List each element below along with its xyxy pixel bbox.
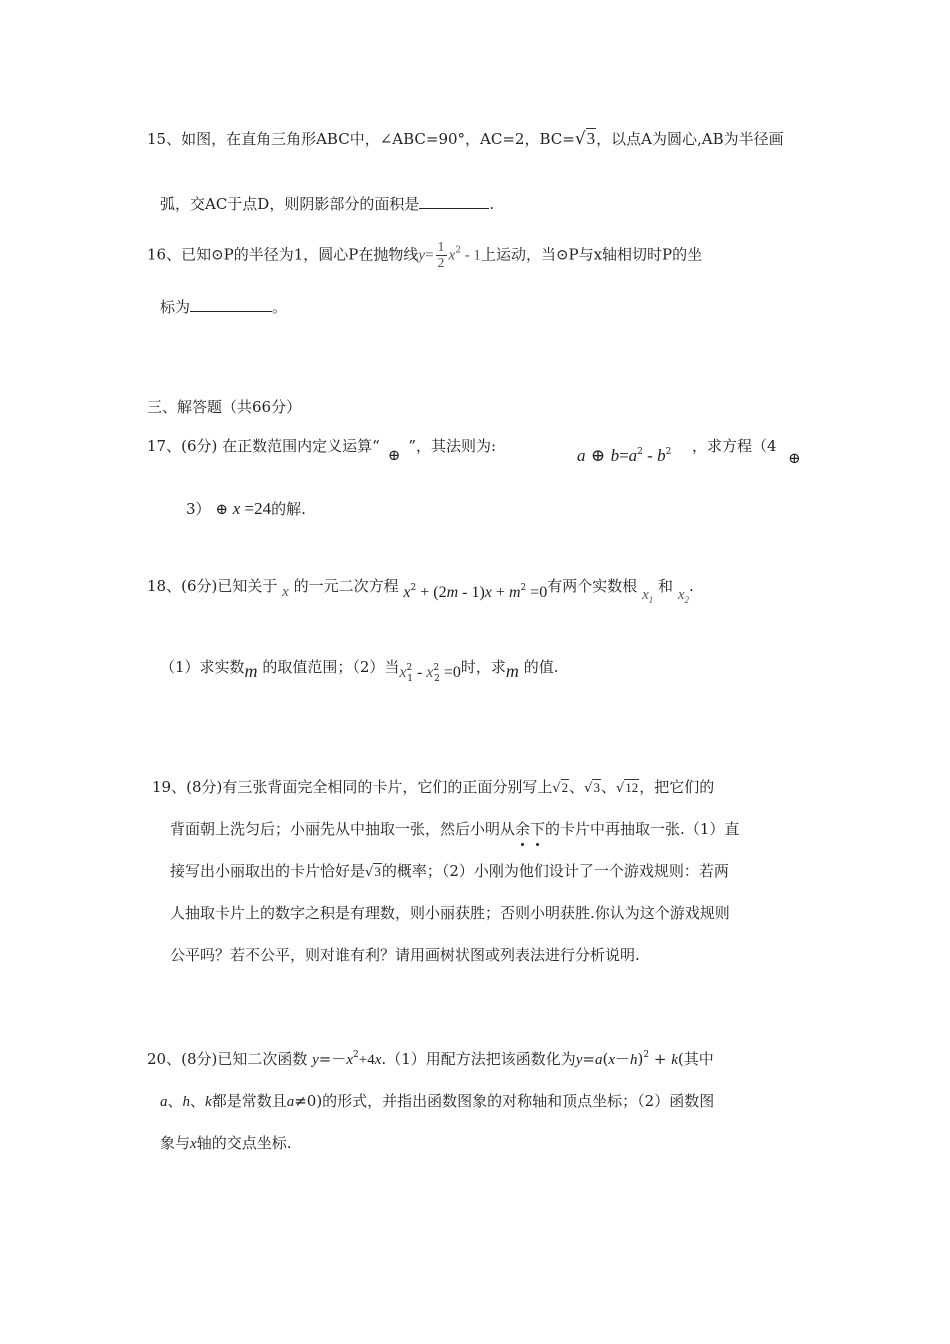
cond-exp-1: 2 <box>406 663 413 673</box>
vf-exp: 2 <box>643 1050 650 1060</box>
sqrt3-prob-radicand: 3 <box>374 864 381 879</box>
q16-text-3: 标为 <box>160 298 191 316</box>
q20-x-2: x <box>374 1052 382 1068</box>
root-x1 <box>642 587 653 603</box>
q19-text-5: 接写出小丽取出的卡片恰好是 <box>170 862 366 880</box>
q16-text-1: 16、已知⊙P的半径为1，圆心P在抛物线 <box>147 245 419 264</box>
eq-exp-x: 2 <box>410 583 417 593</box>
q19-text-2: ，把它们的 <box>639 778 715 796</box>
sqrt-12: √12 <box>615 780 639 796</box>
cond-minus: - <box>412 664 427 681</box>
eq-zero: =0 <box>526 584 548 601</box>
q20-eq: =－ <box>318 1050 347 1068</box>
q17-eq: =24 <box>240 499 272 518</box>
q18-line1 <box>147 575 694 605</box>
vf-a: a <box>595 1052 603 1068</box>
rule-oplus: ⊕ <box>590 446 606 465</box>
l2-h: h <box>182 1094 191 1110</box>
eq-m-2: m <box>508 584 521 601</box>
oplus-symbol: ⊕ <box>387 446 401 464</box>
q20-y: y <box>312 1052 319 1068</box>
rule-a2: a <box>628 446 638 465</box>
q19-sep-2: 、 <box>600 778 616 796</box>
q17-text-3: ，求方程（4 <box>692 437 777 455</box>
q16-end: 。 <box>272 298 288 316</box>
emphasis-char-2: 下 <box>530 820 546 838</box>
q19-line3 <box>170 860 729 884</box>
eq-plus: + <box>491 584 509 601</box>
sqrt3-radicand: 3 <box>593 780 600 795</box>
answer-blank-16[interactable] <box>190 297 272 312</box>
l3-text-2: 轴的交点坐标. <box>196 1134 292 1152</box>
sqrt-2: √2 <box>552 780 569 796</box>
eq-part-c: - 1) <box>458 584 485 601</box>
emphasis-char-1: 余 <box>515 820 531 838</box>
q15-text-2: ，以点A为圆心,AB为半径画 <box>596 130 784 148</box>
rule-minus: - <box>642 446 658 465</box>
l2-a: a <box>160 1094 168 1110</box>
vf-k: k <box>671 1052 678 1068</box>
vf-plus: + <box>649 1050 672 1068</box>
q16-line1 <box>147 240 702 271</box>
q18-x: x <box>282 584 289 600</box>
q19-line2 <box>170 818 739 840</box>
rule-exp-b: 2 <box>665 447 672 457</box>
sqrt-3-card: √3 <box>584 780 600 796</box>
l2-text-1: 都是常数且 <box>211 1092 287 1110</box>
vf-eq: = <box>582 1050 595 1068</box>
vf-rparen: ) <box>637 1050 644 1068</box>
q18-text-5: 的取值范围；（2）当 <box>262 658 400 676</box>
q15-line1 <box>147 128 784 150</box>
q19-text-4: 的卡片中再抽取一张.（1）直 <box>545 820 740 838</box>
q19-line4: 人抽取卡片上的数字之积是有理数，则小丽获胜；否则小明获胜.你认为这个游戏规则 <box>170 904 730 922</box>
rule-b2: b <box>657 446 666 465</box>
vf-h: h <box>630 1052 638 1068</box>
eq-equals: = <box>425 247 434 264</box>
q18-end: . <box>688 577 694 595</box>
cond-sub-1: 1 <box>407 674 413 684</box>
q18-line2 <box>160 655 559 684</box>
frac-denominator: 2 <box>437 256 445 271</box>
q20-exp: 2 <box>353 1050 359 1060</box>
oplus-symbol-end: ⊕ <box>788 449 801 467</box>
vf-x: x <box>608 1052 616 1068</box>
q20-text-1: 20、(8分)已知二次函数 <box>147 1050 308 1068</box>
q17-text-2: ”，其法则为: <box>408 437 497 455</box>
q20-text-3: (其中 <box>677 1050 714 1068</box>
rule-equation <box>577 445 671 467</box>
q16-text-2: 上运动，当⊙P与x轴相切时P的坐 <box>480 245 703 264</box>
x2-sub: 2 <box>684 595 689 605</box>
vf-lparen: ( <box>602 1050 609 1068</box>
root-x2 <box>678 587 689 603</box>
sqrt-3: √3 <box>574 129 596 149</box>
q15-text-3: 弧，交AC于点D，则阴影部分的面积是 <box>160 195 420 213</box>
eq-x: x <box>403 584 411 601</box>
q17-text-5: 的解. <box>271 500 306 518</box>
q18-text-1: 18、(6分)已知关于 <box>147 577 278 595</box>
q19-text-3: 背面朝上洗匀后；小丽先从中抽取一张，然后小明从 <box>170 820 516 838</box>
q18-condition <box>399 662 461 684</box>
q18-and: 和 <box>658 577 674 595</box>
oplus-symbol-2: ⊕ <box>215 502 228 518</box>
cond-zero: =0 <box>439 664 461 681</box>
fraction-one-half <box>436 240 447 271</box>
sqrt-radicand: 3 <box>586 129 596 148</box>
q18-text-4: （1）求实数 <box>160 658 245 676</box>
l2-text-2: ≠0)的形式，并指出函数图象的对称轴和顶点坐标；（2）函数图 <box>294 1092 715 1110</box>
q20-line3 <box>160 1132 291 1155</box>
q18-text-2: 的一元二次方程 <box>293 577 399 595</box>
eq-m: m <box>446 584 459 601</box>
q17-line2 <box>186 498 306 521</box>
q18-text-3: 有两个实数根 <box>547 577 638 595</box>
l2-sep-2: 、 <box>190 1092 206 1110</box>
q20-x: x <box>346 1052 354 1068</box>
section-heading: 三、解答题（共66分） <box>147 398 302 416</box>
q19-line5: 公平吗？若不公平，则对谁有利？请用画树状图或列表法进行分析说明. <box>170 946 640 964</box>
q18-m-2: m <box>505 661 519 681</box>
q17-text-4: 3） <box>186 500 211 518</box>
l3-text-1: 象与 <box>160 1134 191 1152</box>
eq-y: y <box>418 247 426 264</box>
cond-exp-2: 2 <box>433 663 440 673</box>
q20-line2 <box>160 1090 714 1113</box>
sqrt2-radicand: 2 <box>561 780 569 795</box>
l2-k: k <box>205 1094 212 1110</box>
x2-var: x <box>677 587 685 603</box>
q20-plus4: +4 <box>358 1052 375 1068</box>
l2-sep-1: 、 <box>167 1092 183 1110</box>
rule-equals: = <box>619 446 629 465</box>
q19-text-6: 的概率；（2）小刚为他们设计了一个游戏规则：若两 <box>381 862 729 880</box>
x1-sub: 1 <box>648 595 654 605</box>
cond-x2: x <box>426 664 434 681</box>
cond-sub-2: 2 <box>434 674 440 684</box>
q17-line1 <box>147 435 807 465</box>
sqrt12-radicand: 12 <box>625 780 639 795</box>
q15-line2 <box>160 193 494 215</box>
eq-tail: - 1 <box>460 247 481 264</box>
l3-x: x <box>190 1136 197 1152</box>
q20-text-2: .（1）用配方法把该函数化为 <box>381 1050 576 1068</box>
eq-part-b: + (2 <box>416 584 447 601</box>
q18-m: m <box>244 661 258 681</box>
frac-numerator: 1 <box>437 240 445 255</box>
cond-x1: x <box>399 664 407 681</box>
q16-line2 <box>160 296 287 318</box>
rule-a: a <box>577 446 586 465</box>
q19-line1 <box>152 776 714 800</box>
q19-sep-1: 、 <box>569 778 585 796</box>
vf-minus: － <box>615 1050 631 1068</box>
q18-text-7: 的值. <box>523 658 559 676</box>
sqrt-3-prob: √3 <box>365 864 381 880</box>
eq-exp-m: 2 <box>520 583 527 593</box>
answer-blank-15[interactable] <box>419 194 489 209</box>
rule-exp-a: 2 <box>637 447 643 457</box>
l2-a-2: a <box>286 1094 295 1110</box>
q17-x: x <box>232 499 241 518</box>
q15-text-1: 15、如图，在直角三角形ABC中，∠ABC=90°，AC=2，BC= <box>147 130 575 148</box>
eq-x: x <box>448 247 456 264</box>
vf-y: y <box>575 1052 583 1068</box>
q20-line1 <box>147 1048 714 1071</box>
q18-equation <box>403 582 547 601</box>
eq-exp: 2 <box>455 245 461 256</box>
q18-text-6: 时，求 <box>460 658 506 676</box>
eq-x-2: x <box>484 584 492 601</box>
x1-var: x <box>642 587 649 603</box>
q15-end: . <box>489 195 495 213</box>
q19-text-1: 19、(8分)有三张背面完全相同的卡片，它们的正面分别写上 <box>152 778 553 796</box>
q17-text-1: 17、(6分) 在正数范围内定义运算“ <box>147 437 380 455</box>
rule-b: b <box>610 446 620 465</box>
